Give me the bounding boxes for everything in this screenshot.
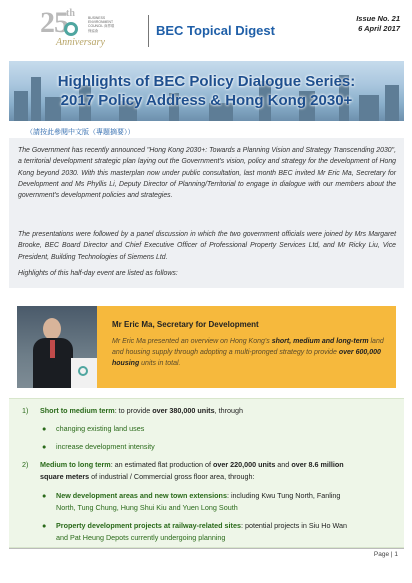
point-2-bullet-1: ● New development areas and new town extensions: including Kwu Tung North, Fanling (42, 491, 341, 500)
header-divider (148, 15, 149, 47)
point-2-bullet-2-cont: and Pat Heung Depots currently undergoing planning (56, 533, 226, 542)
point-2-bullet-1-cont: North, Tung Chung, Hung Shui Kiu and Yuen Long South (56, 503, 238, 512)
page-number: Page | 1 (373, 551, 398, 558)
intro-paragraph-1: The Government has recently announced "Hong Kong 2030+: Towards a Planning Vision and Strategy Transcending 2030", a territorial development strategic plan laying out the Government's vision, policy and strategy for the development of Hong Kong beyond 2030. With this masterplan now under public consultation, last month BEC invited Mr Eric Ma, Secretary for Development and Ms Phyllis Li, Deputy Director of Planning/Territorial to engage in dialogue with our members about the government's development policies and strategies. (18, 147, 396, 200)
point-2: 2) Medium to long term: an estimated flat production of over 220,000 units and over 8.6 million (22, 460, 344, 469)
footer-divider (9, 548, 404, 549)
intro-paragraph-3: Highlights of this half-day event are listed as follows: (18, 270, 178, 277)
digest-title: BEC Topical Digest (156, 23, 275, 38)
anniversary-logo-number: 25 (40, 6, 68, 39)
chinese-version-link[interactable]: （請按此參閱中文版（專題摘要）） (26, 129, 135, 136)
point-1-bullet-2: ● increase development intensity (42, 442, 155, 451)
bec-logo-icon (64, 22, 78, 36)
speaker-name: Mr Eric Ma, Secretary for Development (112, 320, 259, 329)
anniversary-logo-suffix: th (66, 8, 75, 19)
org-name: BUSINESS ENVIRONMENT COUNCIL 商界環保協會 (88, 16, 115, 33)
point-2-cont: square meters of industrial / Commercial gross floor area, through: (40, 472, 255, 481)
issue-info (356, 14, 400, 34)
page-title-line1: Highlights of BEC Policy Dialogue Series: (57, 73, 356, 90)
page-title-line2: 2017 Policy Address & Hong Kong 2030+ (60, 92, 353, 109)
speaker-summary: Mr Eric Ma presented an overview on Hong Kong's short, medium and long-term land and housing supply through adopting a multi-pronged strategy to provide over 600,000 housing units in total. (112, 338, 384, 367)
point-1-bullet-1: ● changing existing land uses (42, 424, 145, 433)
issue-number: Issue No. 21 (356, 14, 400, 23)
intro-paragraph-2: The presentations were followed by a panel discussion in which the two government officials were joined by Mrs Margaret Brooke, BEC Board Director and Chief Executive Officer of Professional Property Services Ltd, and Mr Ricky Liu, Vice President, Building Technologies of Siemens Ltd. (18, 231, 396, 261)
speaker-photo (17, 306, 97, 388)
issue-date: 6 April 2017 (358, 24, 400, 33)
page-title (9, 72, 404, 110)
point-1: 1) Short to medium term: to provide over 380,000 units, through (22, 406, 243, 415)
point-2-bullet-2: ● Property development projects at railway-related sites: potential projects in Siu Ho Wan (42, 521, 347, 530)
anniversary-logo-word: Anniversary (56, 37, 105, 48)
